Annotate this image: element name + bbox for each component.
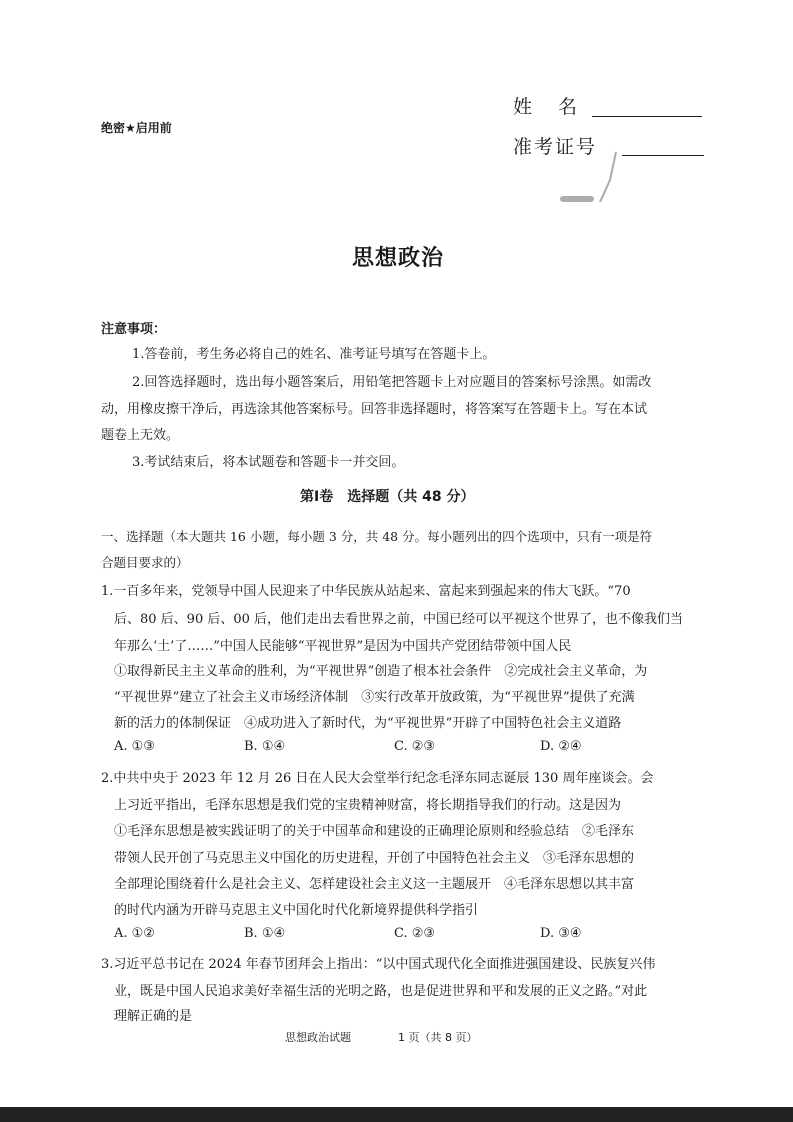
- name-label: 姓名: [513, 96, 604, 118]
- question-2-line: 带领人民开创了马克思主义中国化的历史进程，开创了中国特色社会主义 ③毛泽东思想的: [114, 851, 635, 866]
- question-2-option-c: C. ②③: [394, 926, 436, 941]
- scan-border: [0, 1107, 793, 1122]
- question-2-line: 全部理论围绕着什么是社会主义、怎样建设社会主义这一主题展开 ④毛泽东思想以其丰富: [114, 877, 635, 892]
- name-blank-line: [592, 116, 702, 117]
- section-title: 第Ⅰ卷 选择题（共 48 分）: [300, 489, 475, 505]
- question-3-line: 3.习近平总书记在 2024 年春节团拜会上指出：“以中国式现代化全面推进强国建设、民族复兴伟: [101, 957, 656, 972]
- page-title: 思想政治: [352, 246, 445, 271]
- question-2-option-d: D. ③④: [540, 926, 582, 941]
- question-2-line: 的时代内涵为开辟马克思主义中国化时代化新境界提供科学指引: [114, 903, 479, 918]
- footer-subject: 思想政治试题: [285, 1031, 351, 1044]
- exam-id-label: 准考证号: [513, 136, 598, 158]
- question-2-line: 上习近平指出，毛泽东思想是我们党的宝贵精神财富，将长期指导我们的行动。这是因为: [114, 798, 622, 813]
- scan-smudge: [560, 196, 594, 202]
- scan-mark-icon: [596, 150, 620, 206]
- notice-line: 题卷上无效。: [101, 428, 180, 443]
- question-1-option-d: D. ②④: [540, 739, 582, 754]
- notice-line: 1.答卷前，考生务必将自己的姓名、准考证号填写在答题卡上。: [132, 347, 496, 362]
- question-1-option-a: A. ①③: [114, 739, 155, 754]
- question-1-option-b: B. ①④: [244, 739, 286, 754]
- question-2-option-a: A. ①②: [114, 926, 155, 941]
- question-3-line: 理解正确的是: [114, 1009, 193, 1024]
- question-1-line: 新的活力的体制保证 ④成功进入了新时代，为“平视世界”开辟了中国特色社会主义道路: [114, 716, 622, 731]
- notice-line: 动，用橡皮擦干净后，再选涂其他答案标号。回答非选择题时，将答案写在答题卡上。写在本试: [101, 402, 648, 417]
- footer-page-number: 1 页（共 8 页）: [398, 1031, 478, 1044]
- question-1-line: 1.一百多年来，党领导中国人民迎来了中华民族从站起来、富起来到强起来的伟大飞跃。“70: [101, 584, 631, 599]
- section-intro: 合题目要求的）: [101, 555, 189, 570]
- notice-heading: 注意事项：: [101, 322, 167, 337]
- question-2-line: 2.中共中央于 2023 年 12 月 26 日在人民大会堂举行纪念毛泽东同志诞辰 130 周年座谈会。会: [101, 771, 654, 786]
- notice-line: 2.回答选择题时，选出每小题答案后，用铅笔把答题卡上对应题目的答案标号涂黑。如需改: [132, 375, 652, 390]
- page-footer: [285, 1029, 478, 1045]
- question-1-option-c: C. ②③: [394, 739, 436, 754]
- confidential-label: 绝密★启用前: [101, 121, 172, 135]
- question-1-line: ①取得新民主主义革命的胜利，为“平视世界”创造了根本社会条件 ②完成社会主义革命，为: [114, 664, 648, 679]
- notice-line: 3.考试结束后，将本试题卷和答题卡一并交回。: [132, 455, 405, 470]
- question-2-line: ①毛泽东思想是被实践证明了的关于中国革命和建设的正确理论原则和经验总结 ②毛泽东: [114, 824, 635, 839]
- question-1-line: 后、80 后、90 后、00 后，他们走出去看世界之前，中国已经可以平视这个世界了，也不像我们当: [114, 612, 684, 627]
- question-2-option-b: B. ①④: [244, 926, 286, 941]
- question-1-line: “平视世界”建立了社会主义市场经济体制 ③实行改革开放政策，为“平视世界”提供了充满: [114, 690, 635, 705]
- question-3-line: 业，既是中国人民追求美好幸福生活的光明之路，也是促进世界和平和发展的正义之路。”对此: [114, 984, 648, 999]
- question-1-line: 年那么‘土’了……”中国人民能够“平视世界”是因为中国共产党团结带领中国人民: [114, 639, 572, 654]
- exam-id-blank-line: [622, 155, 704, 156]
- section-intro: 一、选择题（本大题共 16 小题，每小题 3 分，共 48 分。每小题列出的四个选项中，只有一项是符: [101, 529, 653, 544]
